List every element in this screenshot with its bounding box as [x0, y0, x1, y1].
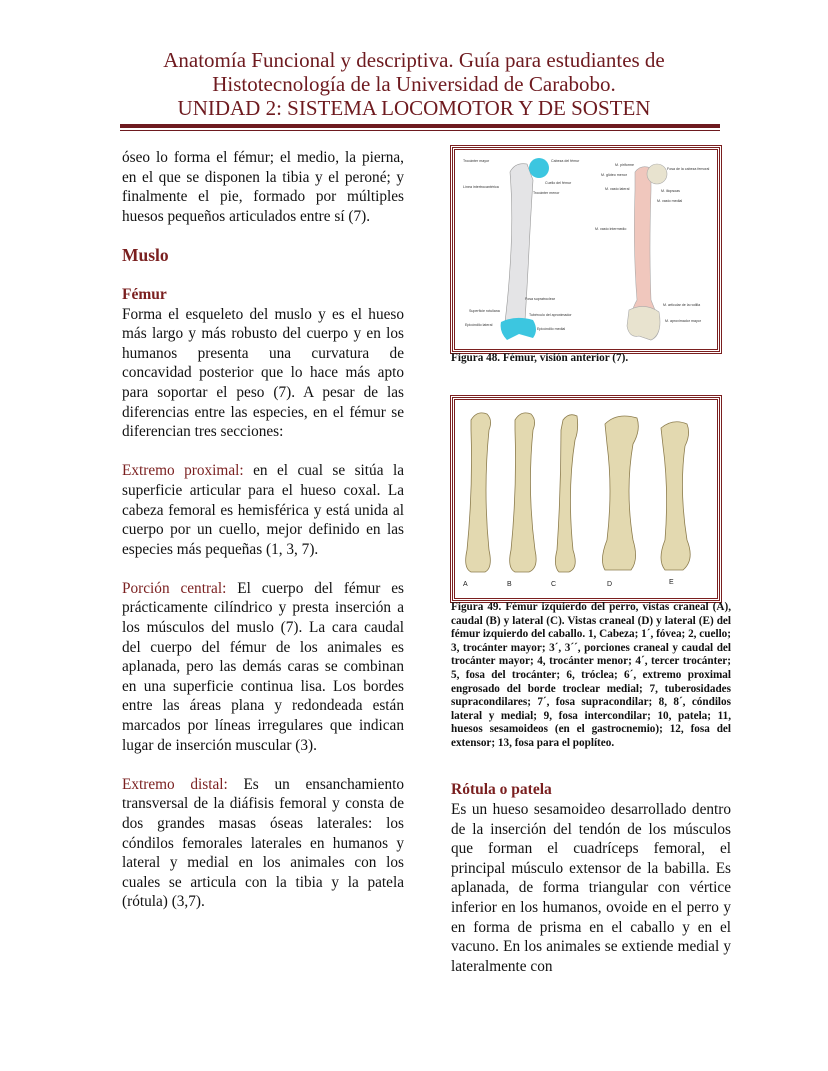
fig48-label: Línea intertrocantérica: [463, 185, 499, 189]
rotula-paragraph: Es un hueso sesamoideo desarrollado dentro de la inserción del tendón de los músculos que forman el cuadríceps femoral, el principal músculo extensor de la babilla. Es aplanada, de forma triangular con vértice inferior en los humanos, ovoide en el perro y en forma de prisma en el caballo y en el vacuno. En los animales se extiende medial y lateralmente con: [451, 801, 731, 975]
header-line-3: UNIDAD 2: SISTEMA LOCOMOTOR Y DE SOSTEN: [177, 96, 651, 120]
distal-paragraph: [122, 775, 404, 912]
section-heading-rotula: Rótula o patela: [451, 781, 552, 798]
fig48-label: Tubérculo del aproximador: [529, 313, 572, 317]
right-column: [451, 780, 731, 996]
figure-48-image: [455, 150, 717, 349]
distal-text: Es un ensanchamiento transversal de la diáfisis femoral y consta de dos grandes masas óseas laterales: los cóndilos femorales laterales en humanos y lateral y medial en los animales con los cuales se articula con la tibia y la patela (rótula) (3,7).: [122, 775, 404, 911]
fig48-label: Epicóndilo lateral: [465, 323, 493, 327]
view-label-b: B: [507, 581, 512, 588]
horse-femur-lateral: [661, 422, 690, 570]
fig48-label: M. vasto lateral: [605, 187, 630, 191]
proximal-term: Extremo proximal:: [122, 462, 244, 480]
view-label-a: A: [463, 581, 468, 588]
figure-49-caption: Figura 49. Fémur izquierdo del perro, vistas craneal (A), caudal (B) y lateral (C). Vistas craneal (D) y lateral (E) del fémur izquierdo del caballo. 1, Cabeza; 1´, fóvea; 2, cuello; 3, trocánter mayor; 3´, 3´´, porciones craneal y caudal del trocánter mayor; 4, trocánter menor; 4´, tercer trocánter; 5, fosa del trocánter; 6, tróclea; 6´, extremo proximal engrosado del borde troclear medial; 7, tuberosidades supracondilares; 7´, fosa supracondilar; 8, 8´, cóndilos lateral y medial; 9, fosa intercondilar; 10, patela; 11, huesos sesamoideos (en el gastrocnemio); 12, fosa del extensor; 13, fosa para el poplíteo.: [451, 601, 731, 749]
header-rule-thick: [120, 124, 720, 128]
fig48-label: Epicóndilo medial: [537, 327, 566, 331]
fig48-label: Trocánter mayor: [463, 159, 490, 163]
subsection-heading-femur: Fémur: [122, 285, 167, 303]
fig48-label: M. vasto intermedio: [595, 227, 627, 231]
figure-48-frame: [452, 147, 720, 352]
fig48-label: M. aproximador mayor: [665, 319, 701, 323]
fig48-label: Superficie rotuliana: [469, 309, 500, 313]
figure-48-caption: Figura 48. Fémur, visión anterior (7).: [451, 352, 629, 364]
fig48-label: Cuello del fémur: [545, 181, 572, 185]
fig48-label: M. iliopsoas: [661, 189, 680, 193]
document-header: [0, 48, 828, 120]
view-label-c: C: [551, 581, 557, 588]
intro-paragraph: óseo lo forma el fémur; el medio, la pierna, en el que se disponen la tibia y el peroné; y finalmente el pie, formado por múltiples huesos pequeños articulados entre sí (7).: [122, 149, 404, 225]
fig48-label: M. articular de la rodilla: [663, 303, 701, 307]
central-paragraph: [122, 579, 404, 755]
proximal-paragraph: [122, 461, 404, 559]
view-label-e: E: [669, 579, 674, 586]
dog-femur-cranial: [466, 413, 491, 572]
left-column: [122, 148, 404, 932]
fig48-label: M. vasto medial: [657, 199, 683, 203]
distal-term: Extremo distal:: [122, 775, 228, 793]
figure-49-image: [455, 400, 717, 598]
view-label-d: D: [607, 581, 613, 588]
horse-femur-cranial: [602, 416, 638, 570]
central-text: El cuerpo del fémur es prácticamente cilíndrico y presta inserción a los músculos del muslo (7). La cara caudal del cuerpo del fémur de los animales es aplanada, pero las demás caras se combinan en una superficie continua lisa. Los bordes entre las áreas plana y redondeada están marcados por líneas irregulares que indican lugar de inserción muscular (3).: [122, 579, 404, 754]
fig48-label: Fosa supratroclear: [525, 297, 555, 301]
header-rule-thin: [120, 130, 720, 131]
fig48-label: Trocánter menor: [533, 191, 560, 195]
fig48-label: M. piriforme: [615, 163, 634, 167]
central-term: Porción central:: [122, 579, 227, 597]
fig48-label: Fosa de la cabeza femoral: [667, 167, 710, 171]
fig48-label: Cabeza del fémur: [551, 159, 580, 163]
header-line-1: Anatomía Funcional y descriptiva. Guía para estudiantes de: [163, 48, 665, 72]
dog-femur-lateral: [555, 415, 577, 572]
section-heading-muslo: Muslo: [122, 244, 169, 265]
femur-paragraph: Forma el esqueleto del muslo y es el hueso más largo y más robusto del cuerpo y en los humanos presenta una curvatura de concavidad posterior que lo hace más apto para soportar el peso (7). A pesar de las diferencias entre las especies, en el fémur se diferencian tres secciones:: [122, 305, 404, 441]
fig48-label: M. glúteo menor: [601, 173, 627, 177]
dog-femur-caudal: [510, 413, 536, 572]
proximal-text: en el cual se sitúa la superficie articular para el hueso coxal. La cabeza femoral es hemisférica y está unida al cuerpo por un cuello, mejor definido en las especies más pequeñas (1, 3, 7).: [122, 462, 404, 558]
figure-49-frame: [452, 397, 720, 601]
header-line-2: Histotecnología de la Universidad de Carabobo.: [212, 72, 616, 96]
